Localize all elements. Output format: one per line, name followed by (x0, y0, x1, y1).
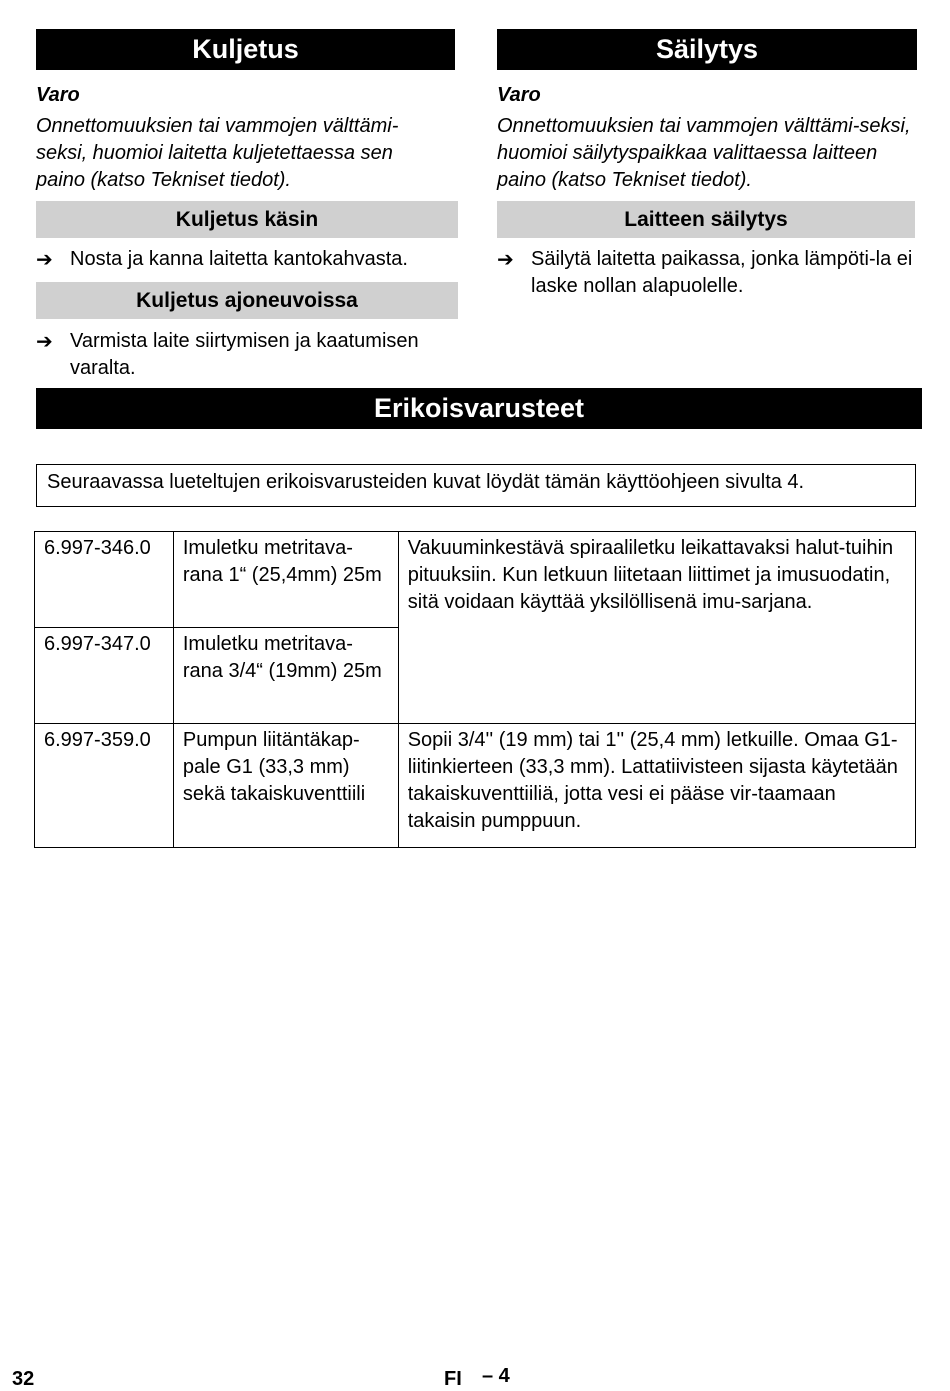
transport-vehicle-step-text: Varmista laite siirtymisen ja kaatumisen varalta. (70, 330, 419, 379)
transport-warning-text (36, 113, 446, 194)
accessory-code: 6.997-347.0 (35, 628, 174, 724)
section-page: – 4 (482, 1365, 510, 1387)
page-number: 32 (12, 1368, 35, 1390)
storage-device-step-text: Säilytä laitetta paikassa, jonka lämpöti-la ei laske nollan alapuolelle. (531, 248, 913, 297)
storage-warning-text (497, 113, 912, 194)
storage-device-heading: Laitteen säilytys (497, 201, 915, 238)
transport-by-hand-heading: Kuljetus käsin (36, 201, 458, 238)
storage-warning-text-content: Onnettomuuksien tai vammojen välttämi-seksi, huomioi säilytyspaikkaa valittaessa laitteen paino (katso Tekniset tiedot). (497, 115, 911, 191)
accessory-name: Imuletku metritava-rana 1“ (25,4mm) 25m (173, 532, 398, 628)
accessory-name: Imuletku metritava-rana 3/4“ (19mm) 25m (173, 628, 398, 724)
table-row (35, 724, 916, 848)
transport-by-hand-step-text: Nosta ja kanna laitetta kantokahvasta. (70, 248, 408, 270)
right-arrow-icon: ➔ (497, 247, 514, 271)
right-arrow-icon: ➔ (36, 247, 53, 271)
transport-warning-text-content: Onnettomuuksien tai vammojen välttämi-seksi, huomioi laitetta kuljetettaessa sen paino (katso Tekniset tiedot). (36, 115, 399, 191)
accessory-description: Sopii 3/4'' (19 mm) tai 1'' (25,4 mm) letkuille. Omaa G1-liitinkierteen (33,3 mm). Lattatiivisteen sijasta käytetään takaiskuventtiiliä, jotta vesi ei pääse vir-taamaan takaisin pumppuun. (398, 724, 915, 848)
transport-vehicle-step (36, 328, 458, 382)
accessories-intro: Seuraavassa lueteltujen erikoisvarusteiden kuvat löydät tämän käyttöohjeen sivulta 4. (36, 464, 916, 507)
accessory-name: Pumpun liitäntäkap-pale G1 (33,3 mm) sekä takaiskuventtiili (173, 724, 398, 848)
accessory-code: 6.997-359.0 (35, 724, 174, 848)
transport-vehicle-heading: Kuljetus ajoneuvoissa (36, 282, 458, 319)
table-row (35, 532, 916, 628)
language-code: FI (444, 1368, 462, 1390)
storage-warning-title: Varo (497, 84, 541, 106)
accessory-description: Vakuuminkestävä spiraaliletku leikattavaksi halut-tuihin pituuksiin. Kun letkuun liitetaan liittimet ja imusuodatin, sitä voidaan käyttää yksilöllisenä imu-sarjana. (398, 532, 915, 724)
transport-heading: Kuljetus (36, 29, 455, 70)
transport-warning-title: Varo (36, 84, 80, 106)
accessories-heading: Erikoisvarusteet (36, 388, 922, 429)
accessories-table (34, 531, 916, 848)
right-arrow-icon: ➔ (36, 329, 53, 353)
storage-device-step (497, 246, 915, 300)
transport-by-hand-step (36, 246, 458, 273)
storage-heading: Säilytys (497, 29, 917, 70)
accessory-code: 6.997-346.0 (35, 532, 174, 628)
